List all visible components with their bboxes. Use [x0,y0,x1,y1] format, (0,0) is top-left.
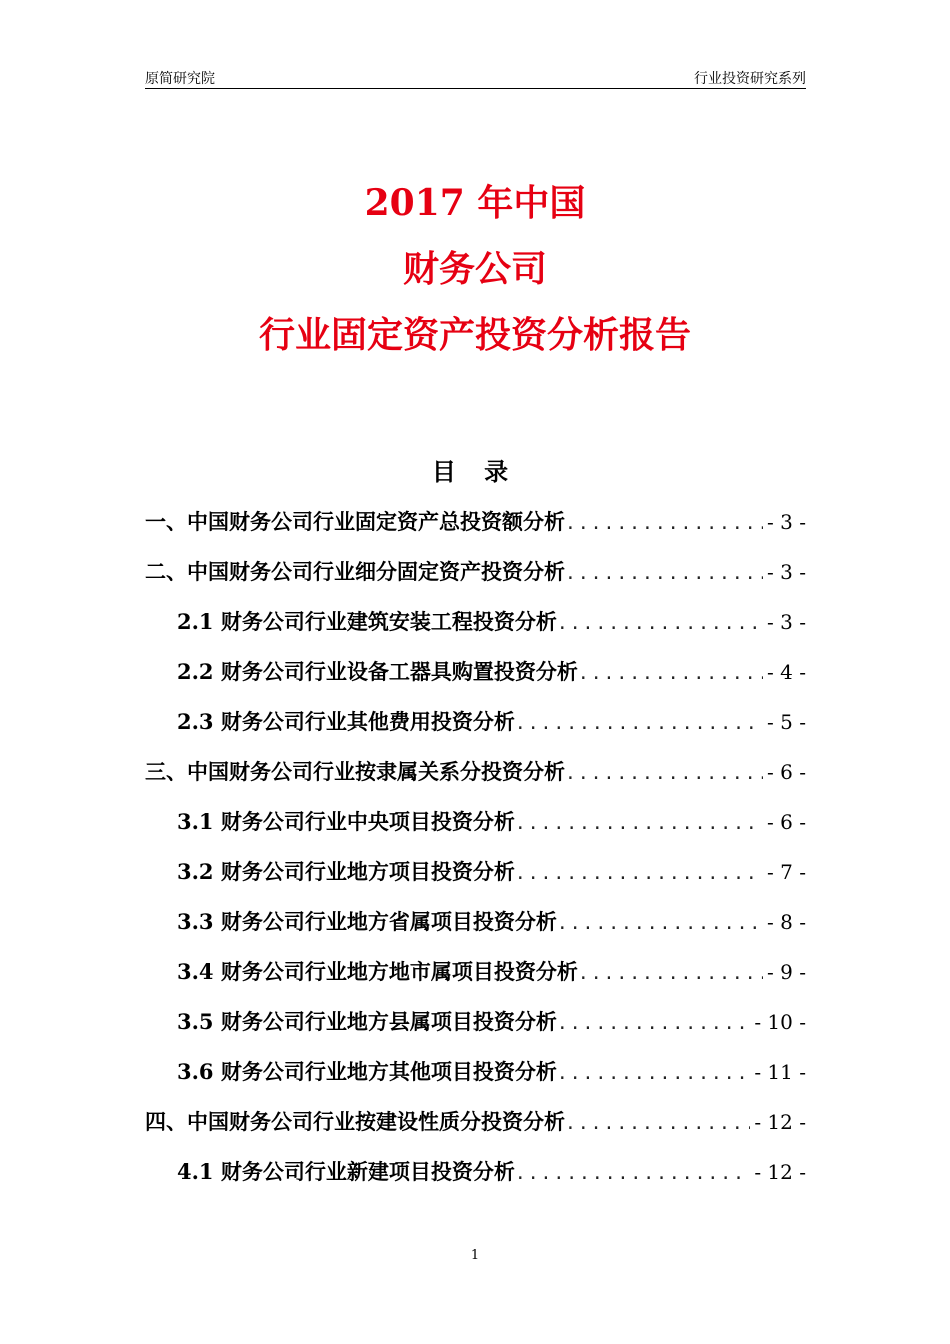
toc-item-text: 二、中国财务公司行业细分固定资产投资分析 [145,559,565,584]
toc-leader-dots [515,1154,750,1194]
report-title [0,177,950,375]
header-series: 行业投资研究系列 [694,71,806,87]
toc-item-page: - 11 - [754,1060,806,1084]
toc-item-page: - 3 - [767,560,806,584]
toc-item[interactable] [145,1102,806,1152]
toc-item-text: 三、中国财务公司行业按隶属关系分投资分析 [145,759,565,784]
toc-item[interactable] [145,752,806,802]
toc-leader-dots [578,654,763,694]
toc-subitem[interactable] [145,1052,806,1102]
title-line-1: 2017 年中国 [364,182,586,224]
toc-item-page: - 7 - [767,860,806,884]
toc-subitem[interactable] [145,802,806,852]
toc-leader-dots [565,754,763,794]
toc-leader-dots [565,1104,750,1144]
toc-item-page: - 9 - [767,960,806,984]
toc-leader-dots [557,1054,750,1094]
toc-item-page: - 12 - [754,1160,806,1184]
toc-leader-dots [557,1004,750,1044]
toc-item-page: - 3 - [767,610,806,634]
toc-item-page: - 3 - [767,510,806,534]
toc-item-text: 2.2 财务公司行业设备工器具购置投资分析 [177,659,578,684]
toc-leader-dots [557,604,763,644]
toc-item-page: - 8 - [767,910,806,934]
toc-item-text: 3.1 财务公司行业中央项目投资分析 [177,809,515,834]
toc-subitem[interactable] [145,1002,806,1052]
toc-item-text: 一、中国财务公司行业固定资产总投资额分析 [145,509,565,534]
toc-leader-dots [565,504,763,544]
toc-heading: 目 录 [431,458,519,486]
toc-item[interactable] [145,502,806,552]
toc-leader-dots [515,804,763,844]
page-header [145,66,806,89]
toc-item[interactable] [145,552,806,602]
toc-subitem[interactable] [145,852,806,902]
toc-item-text: 3.6 财务公司行业地方其他项目投资分析 [177,1059,557,1084]
header-publisher: 原简研究院 [145,71,215,87]
toc-item-text: 3.3 财务公司行业地方省属项目投资分析 [177,909,557,934]
toc-item-text: 2.3 财务公司行业其他费用投资分析 [177,709,515,734]
toc-leader-dots [515,854,763,894]
toc-item-text: 4.1 财务公司行业新建项目投资分析 [177,1159,515,1184]
toc-subitem[interactable] [145,702,806,752]
toc-leader-dots [557,904,763,944]
toc-item-page: - 4 - [767,660,806,684]
toc-subitem[interactable] [145,902,806,952]
toc-subitem[interactable] [145,652,806,702]
title-line-3: 行业固定资产投资分析报告 [258,314,691,356]
toc-leader-dots [565,554,763,594]
toc-item-text: 3.5 财务公司行业地方县属项目投资分析 [177,1009,557,1034]
toc-item-text: 3.4 财务公司行业地方地市属项目投资分析 [177,959,578,984]
toc-item-text: 2.1 财务公司行业建筑安装工程投资分析 [177,609,557,634]
toc-item-text: 四、中国财务公司行业按建设性质分投资分析 [145,1109,565,1134]
toc-subitem[interactable] [145,602,806,652]
toc-item-page: - 10 - [754,1010,806,1034]
toc-leader-dots [515,704,763,744]
table-of-contents [145,502,806,1202]
toc-subitem[interactable] [145,952,806,1002]
toc-item-page: - 6 - [767,760,806,784]
toc-item-page: - 12 - [754,1110,806,1134]
toc-item-page: - 6 - [767,810,806,834]
toc-leader-dots [578,954,763,994]
title-line-2: 财务公司 [402,248,547,290]
toc-item-text: 3.2 财务公司行业地方项目投资分析 [177,859,515,884]
toc-subitem[interactable] [145,1152,806,1202]
page-number: 1 [470,1248,480,1263]
toc-item-page: - 5 - [767,710,806,734]
